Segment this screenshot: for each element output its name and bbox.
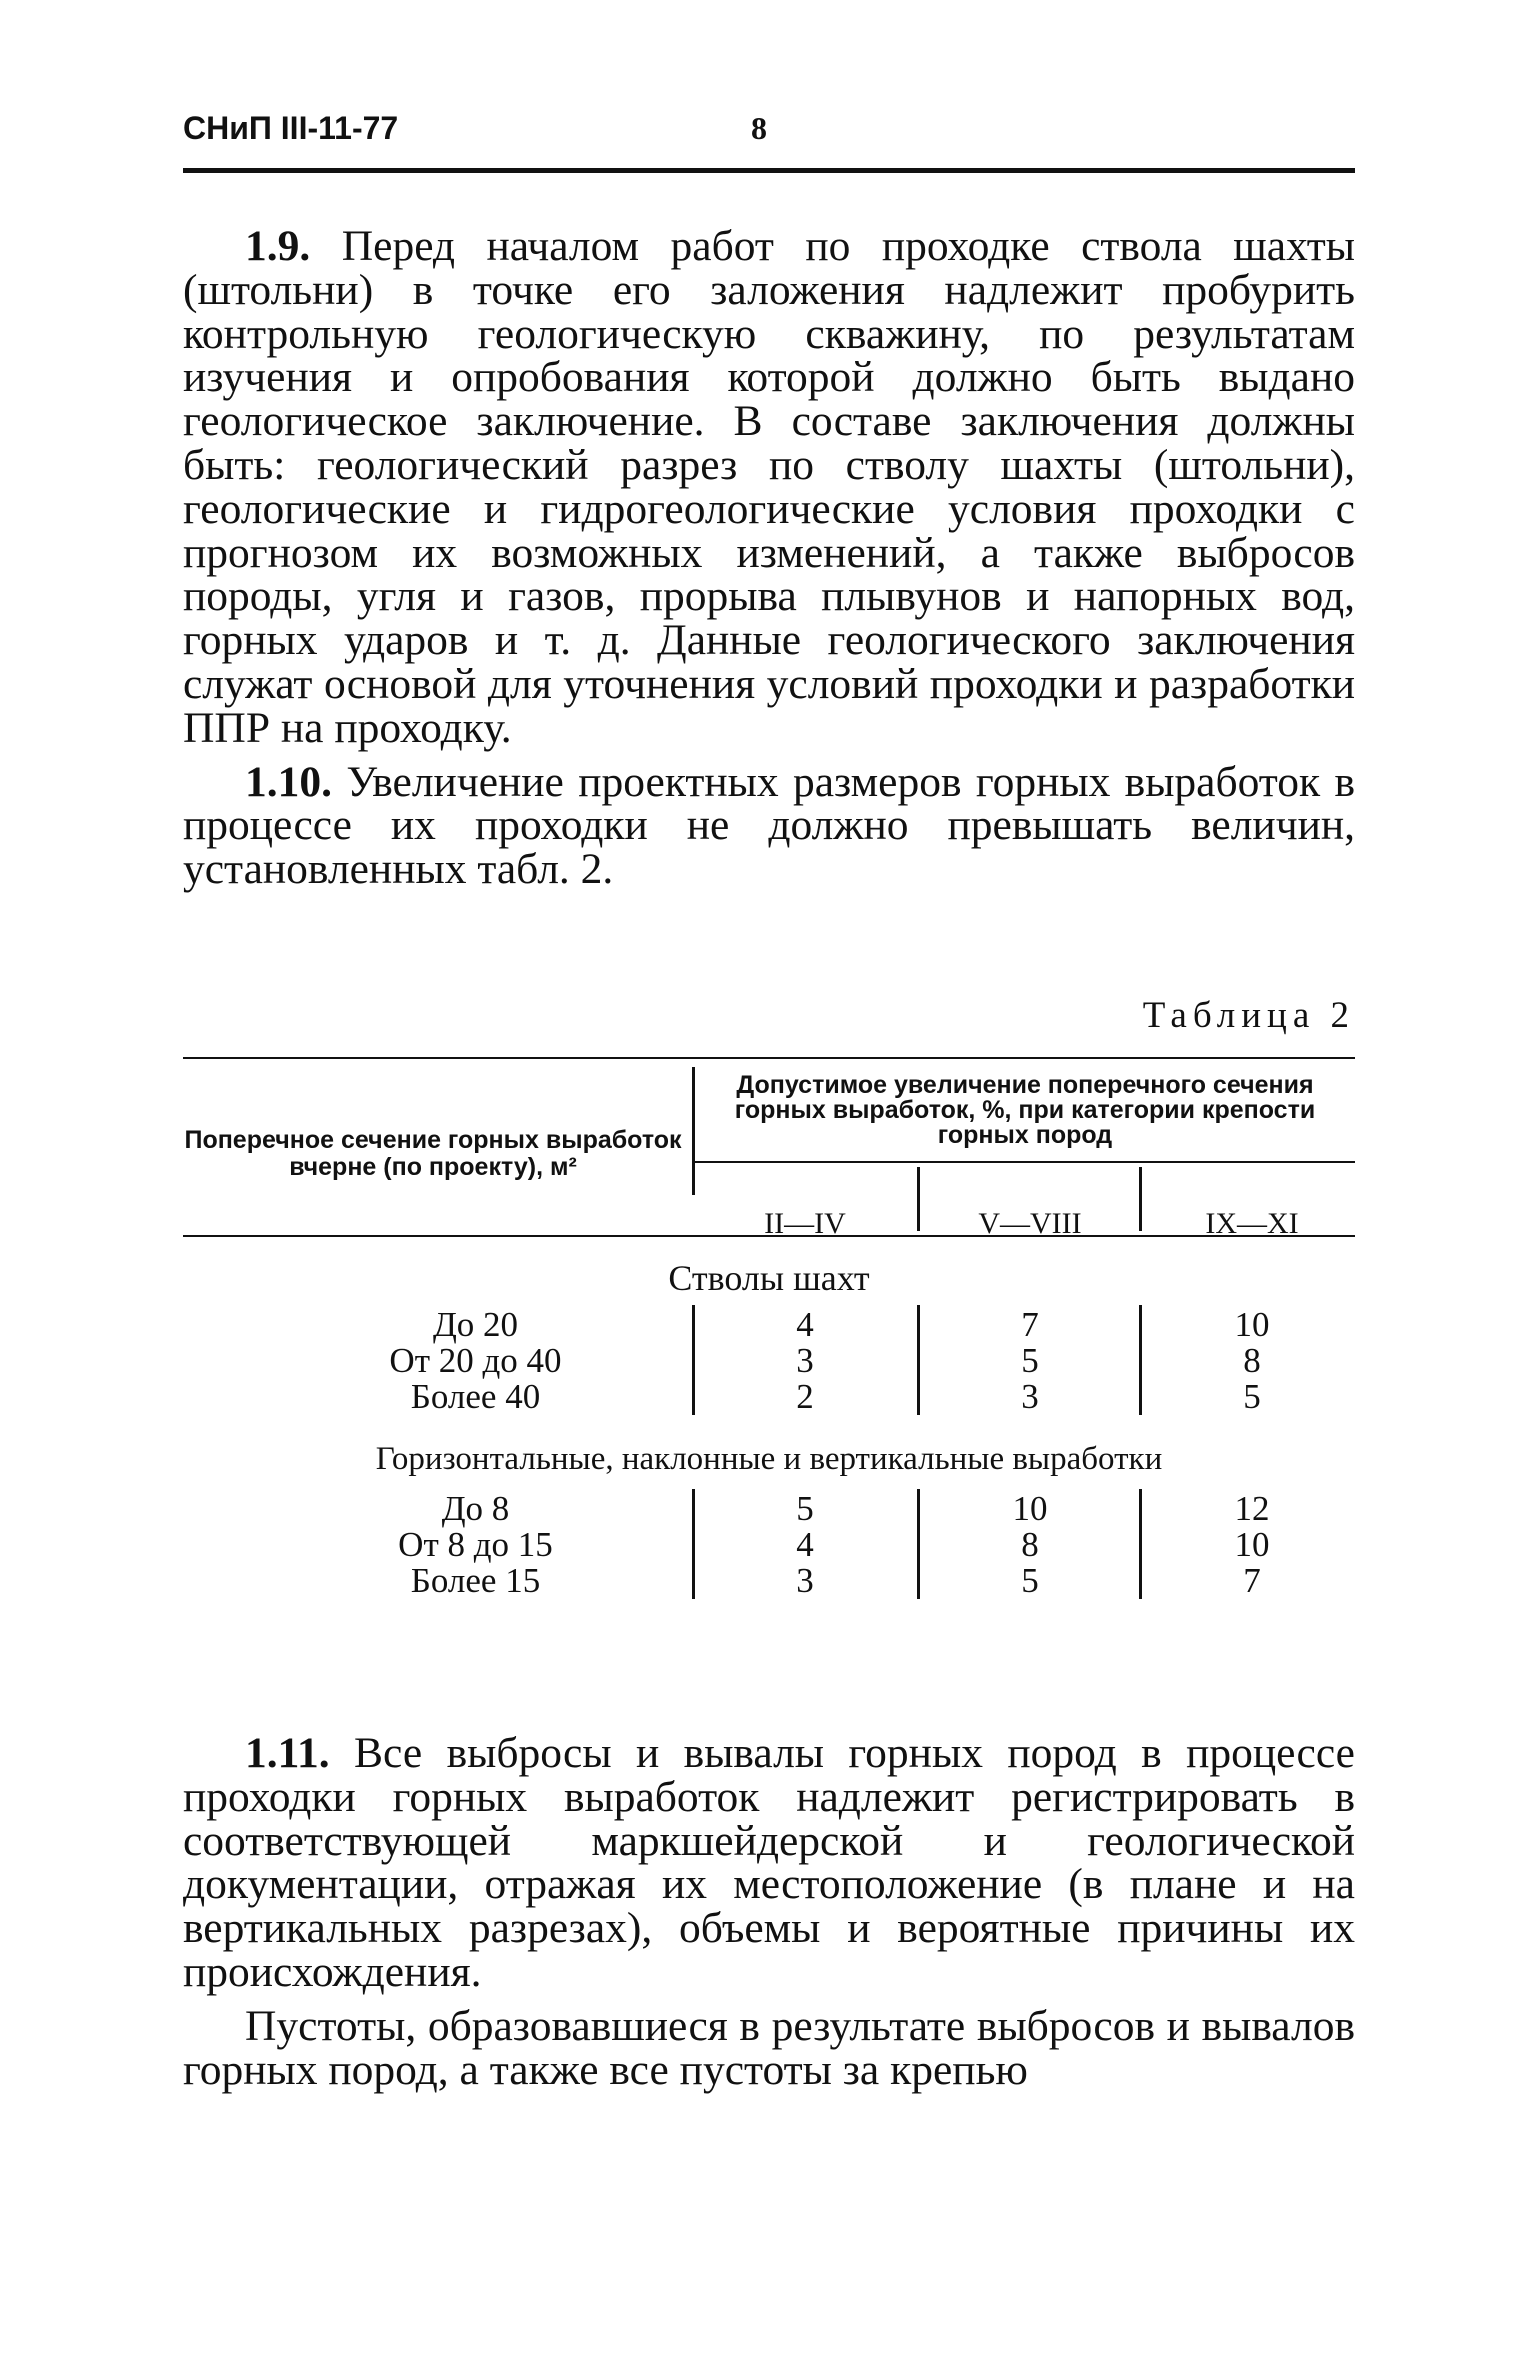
body-bottom <box>183 1728 1355 2094</box>
row-value: 10 <box>1234 1304 1270 1344</box>
paragraph-1-10 <box>183 757 1355 894</box>
paragraph-text: Все выбросы и вывалы горных пород в процессе проходки горных выработок надлежит регистрировать в соответствующей маркшейдерской и геологической документации, отражая их местоположение (в плане и на вертикальных разрезах), объемы и вероятные причины их происхождения. <box>183 1728 1355 1996</box>
table-top-rule <box>183 1057 1355 1059</box>
row-value: 4 <box>796 1304 814 1344</box>
table-header-rule <box>695 1161 1355 1163</box>
row-value: 5 <box>796 1488 814 1528</box>
document-page <box>183 110 1355 2092</box>
row-label: До 20 <box>432 1304 519 1344</box>
table-header-left: Поперечное сечение горных выработок вчерне (по проекту), м² <box>184 1125 682 1181</box>
page-header <box>183 110 1355 160</box>
row-label: До 8 <box>441 1488 510 1528</box>
row-value: 7 <box>1021 1304 1039 1344</box>
row-value: 10 <box>1012 1488 1048 1528</box>
row-value: 7 <box>1243 1560 1261 1600</box>
table-row <box>183 1524 1355 1564</box>
row-value: 5 <box>1021 1340 1039 1380</box>
row-value: 10 <box>1234 1524 1270 1564</box>
table-header-top: Допустимое увеличение поперечного сечения горных выработок, %, при категории крепости горных пород <box>734 1070 1316 1149</box>
row-value: 3 <box>796 1340 814 1380</box>
table-section-title: Стволы шахт <box>668 1257 870 1298</box>
table-row <box>183 1340 1355 1380</box>
table-row <box>183 1488 1355 1528</box>
row-value: 3 <box>1021 1376 1039 1416</box>
row-label: От 8 до 15 <box>398 1524 553 1564</box>
paragraph-1-9 <box>183 222 1356 752</box>
row-value: 2 <box>796 1376 814 1416</box>
table-col-header: IX—XI <box>1205 1206 1299 1240</box>
body-top <box>183 222 1356 894</box>
paragraph-text: Пустоты, образовавшиеся в результате выбросов и вывалов горных пород, а также все пустоты за крепью <box>183 2001 1355 2094</box>
table-2 <box>183 1057 1355 1662</box>
row-value: 4 <box>796 1524 814 1564</box>
row-value: 3 <box>796 1560 814 1600</box>
paragraph-number: 1.10. <box>245 757 332 806</box>
paragraph-number: 1.11. <box>245 1728 330 1777</box>
paragraph-1-11 <box>183 1728 1355 1996</box>
row-value: 8 <box>1021 1524 1039 1564</box>
paragraph-text: Перед началом работ по проходке ствола шахты (штольни) в точке его заложения надлежит пробурить контрольную геологическую скважину, по результатам изучения и опробования которой должно быть выдано геологическое заключение. В составе заключения должны быть: геологический разрез по стволу шахты (штольни), геологические и гидрогеологические условия проходки с прогнозом их возможных изменений, а также выбросов породы, угля и газов, прорыва плывунов и напорных вод, горных ударов и т. д. Данные геологического заключения служат основой для уточнения условий проходки и разработки ППР на проходку. <box>183 222 1356 752</box>
table-col-header: V—VIII <box>978 1206 1082 1240</box>
table-row <box>183 1376 1355 1416</box>
table-row <box>183 1304 1355 1344</box>
table-col-header: II—IV <box>764 1206 846 1240</box>
row-label: Более 40 <box>410 1376 541 1416</box>
row-value: 5 <box>1243 1376 1261 1416</box>
row-label: От 20 до 40 <box>389 1340 562 1380</box>
header-rule <box>183 168 1355 173</box>
row-value: 12 <box>1234 1488 1270 1528</box>
page-number: 8 <box>751 110 767 146</box>
table-section-title: Горизонтальные, наклонные и вертикальные выработки <box>375 1440 1163 1477</box>
document-code: СНиП III-11-77 <box>183 110 399 146</box>
table-title: Таблица 2 <box>1142 994 1355 1036</box>
row-value: 8 <box>1243 1340 1261 1380</box>
row-label: Более 15 <box>410 1560 541 1600</box>
paragraph-text: Увеличение проектных размеров горных выработок в процессе их проходки не должно превышать величин, установленных табл. 2. <box>183 757 1355 894</box>
paragraph-voids <box>183 2001 1355 2094</box>
paragraph-number: 1.9. <box>245 222 311 270</box>
row-value: 5 <box>1021 1560 1039 1600</box>
table-row <box>183 1560 1355 1600</box>
